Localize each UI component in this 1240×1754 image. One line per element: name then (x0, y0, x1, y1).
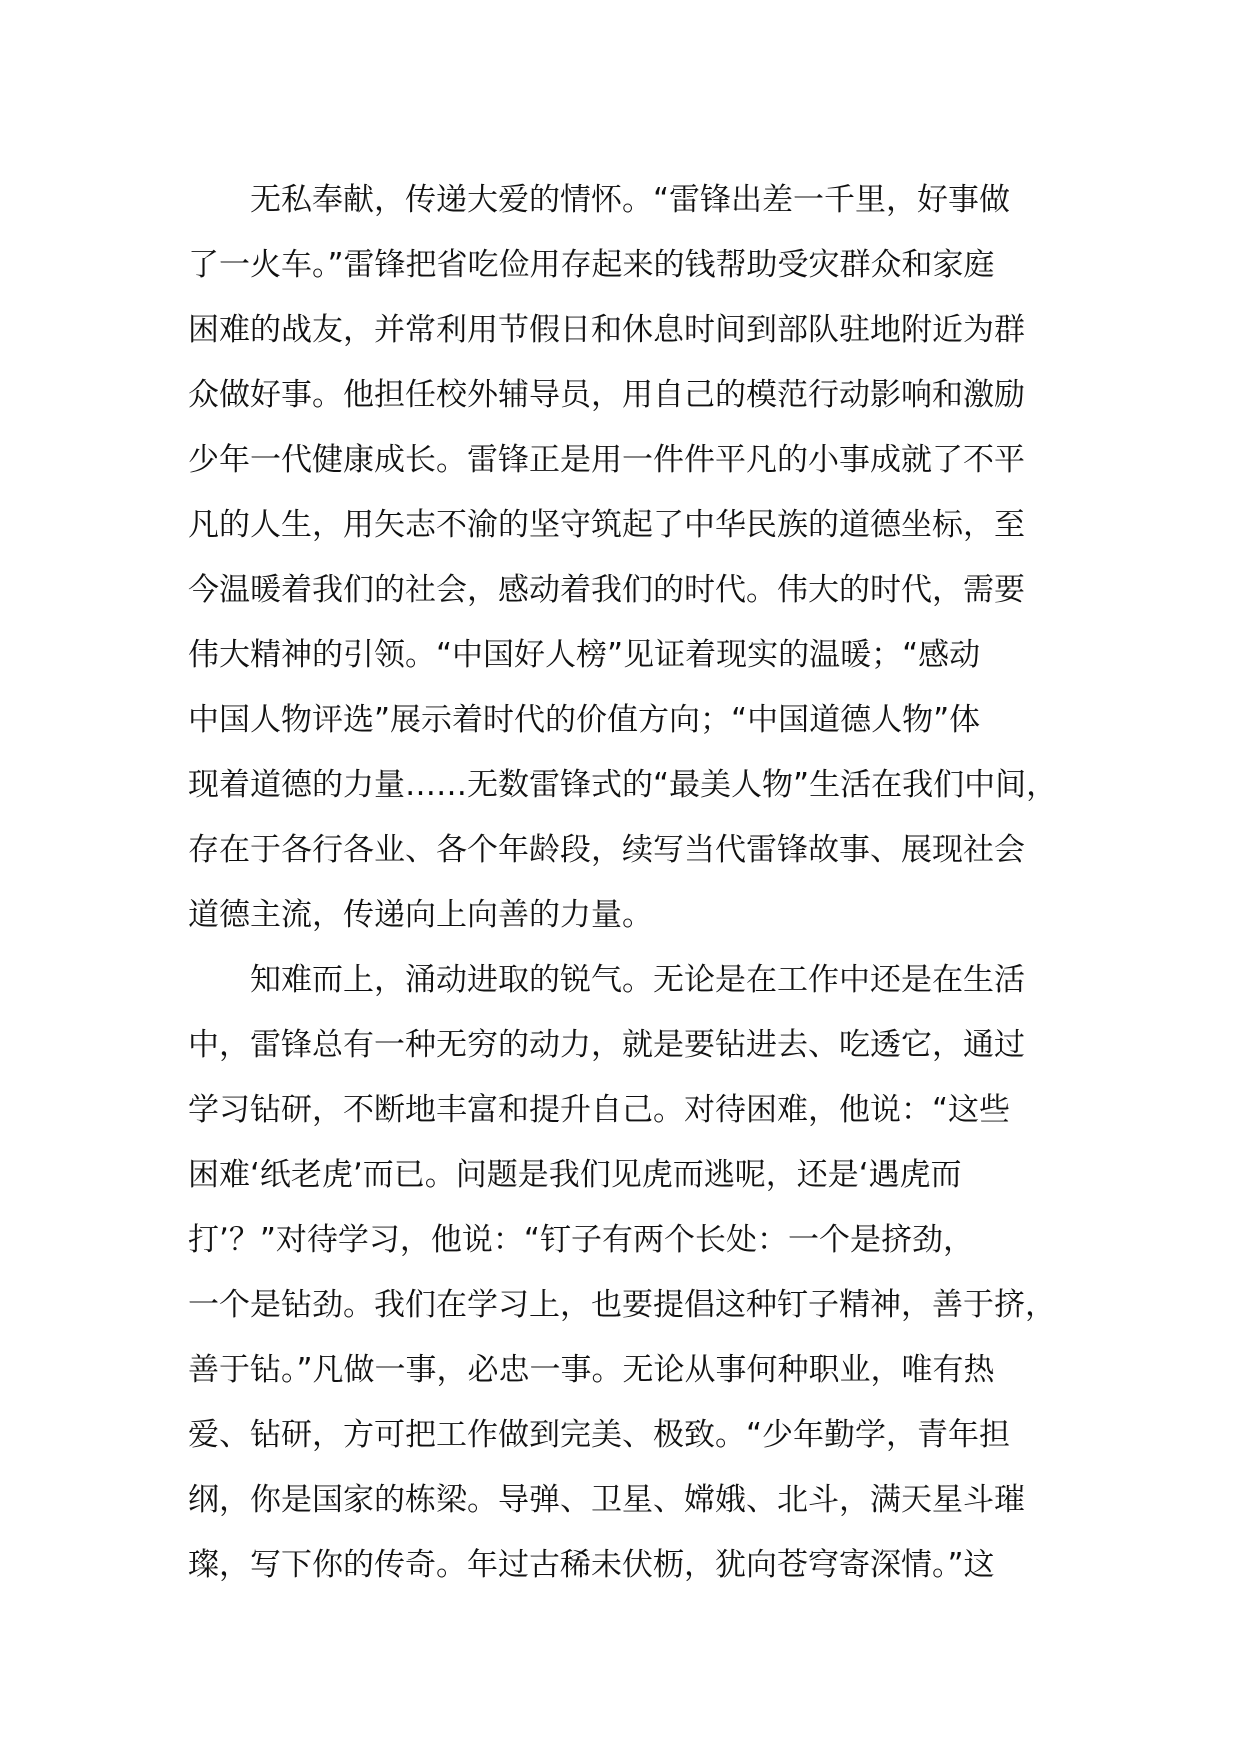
paragraph-2-line-5: 打’？”对待学习，他说：“钉子有两个长处：一个是挤劲， (188, 1222, 974, 1258)
paragraph-2-line-4: 困难‘纸老虎’而已。问题是我们见虎而逃呢，还是‘遇虎而 (188, 1157, 962, 1193)
paragraph-1-line-9: 中国人物评选”展示着时代的价值方向；“中国道德人物”体 (188, 702, 981, 738)
paragraph-1-line-3: 困难的战友，并常利用节假日和休息时间到部队驻地附近为群 (188, 312, 1025, 348)
paragraph-2-line-1: 知难而上，涌动进取的锐气。无论是在工作中还是在生活 (250, 962, 1025, 998)
paragraph-1-line-12: 道德主流，传递向上向善的力量。 (188, 897, 653, 933)
paragraph-1-line-5: 少年一代健康成长。雷锋正是用一件件平凡的小事成就了不平 (188, 442, 1025, 478)
paragraph-2-line-6: 一个是钻劲。我们在学习上，也要提倡这种钉子精神，善于挤， (188, 1287, 1056, 1323)
paragraph-2-line-2: 中，雷锋总有一种无穷的动力，就是要钻进去、吃透它，通过 (188, 1027, 1025, 1063)
paragraph-2-line-7: 善于钻。”凡做一事，必忠一事。无论从事何种职业，唯有热 (188, 1352, 995, 1388)
body-text (188, 168, 1088, 1598)
paragraph-1-line-7: 今温暖着我们的社会，感动着我们的时代。伟大的时代，需要 (188, 572, 1025, 608)
paragraph-1-line-6: 凡的人生，用矢志不渝的坚守筑起了中华民族的道德坐标，至 (188, 507, 1025, 543)
paragraph-1-line-1: 无私奉献，传递大爱的情怀。“雷锋出差一千里，好事做 (250, 182, 1011, 218)
paragraph-2-line-8: 爱、钻研，方可把工作做到完美、极致。“少年勤学，青年担 (188, 1417, 1011, 1453)
paragraph-2-line-10: 璨，写下你的传奇。年过古稀未伏枥，犹向苍穹寄深情。”这 (188, 1547, 995, 1583)
paragraph-1-line-11: 存在于各行各业、各个年龄段，续写当代雷锋故事、展现社会 (188, 832, 1025, 868)
paragraph-1-line-2: 了一火车。”雷锋把省吃俭用存起来的钱帮助受灾群众和家庭 (188, 247, 995, 283)
paragraph-1-line-10: 现着道德的力量……无数雷锋式的“最美人物”生活在我们中间， (188, 767, 1058, 803)
paragraph-1-line-4: 众做好事。他担任校外辅导员，用自己的模范行动影响和激励 (188, 377, 1025, 413)
paragraph-2-line-9: 纲，你是国家的栋梁。导弹、卫星、嫦娥、北斗，满天星斗璀 (188, 1482, 1025, 1518)
paragraph-1-line-8: 伟大精神的引领。“中国好人榜”见证着现实的温暖；“感动 (188, 637, 981, 673)
paragraph-2-line-3: 学习钻研，不断地丰富和提升自己。对待困难，他说：“这些 (188, 1092, 1011, 1128)
